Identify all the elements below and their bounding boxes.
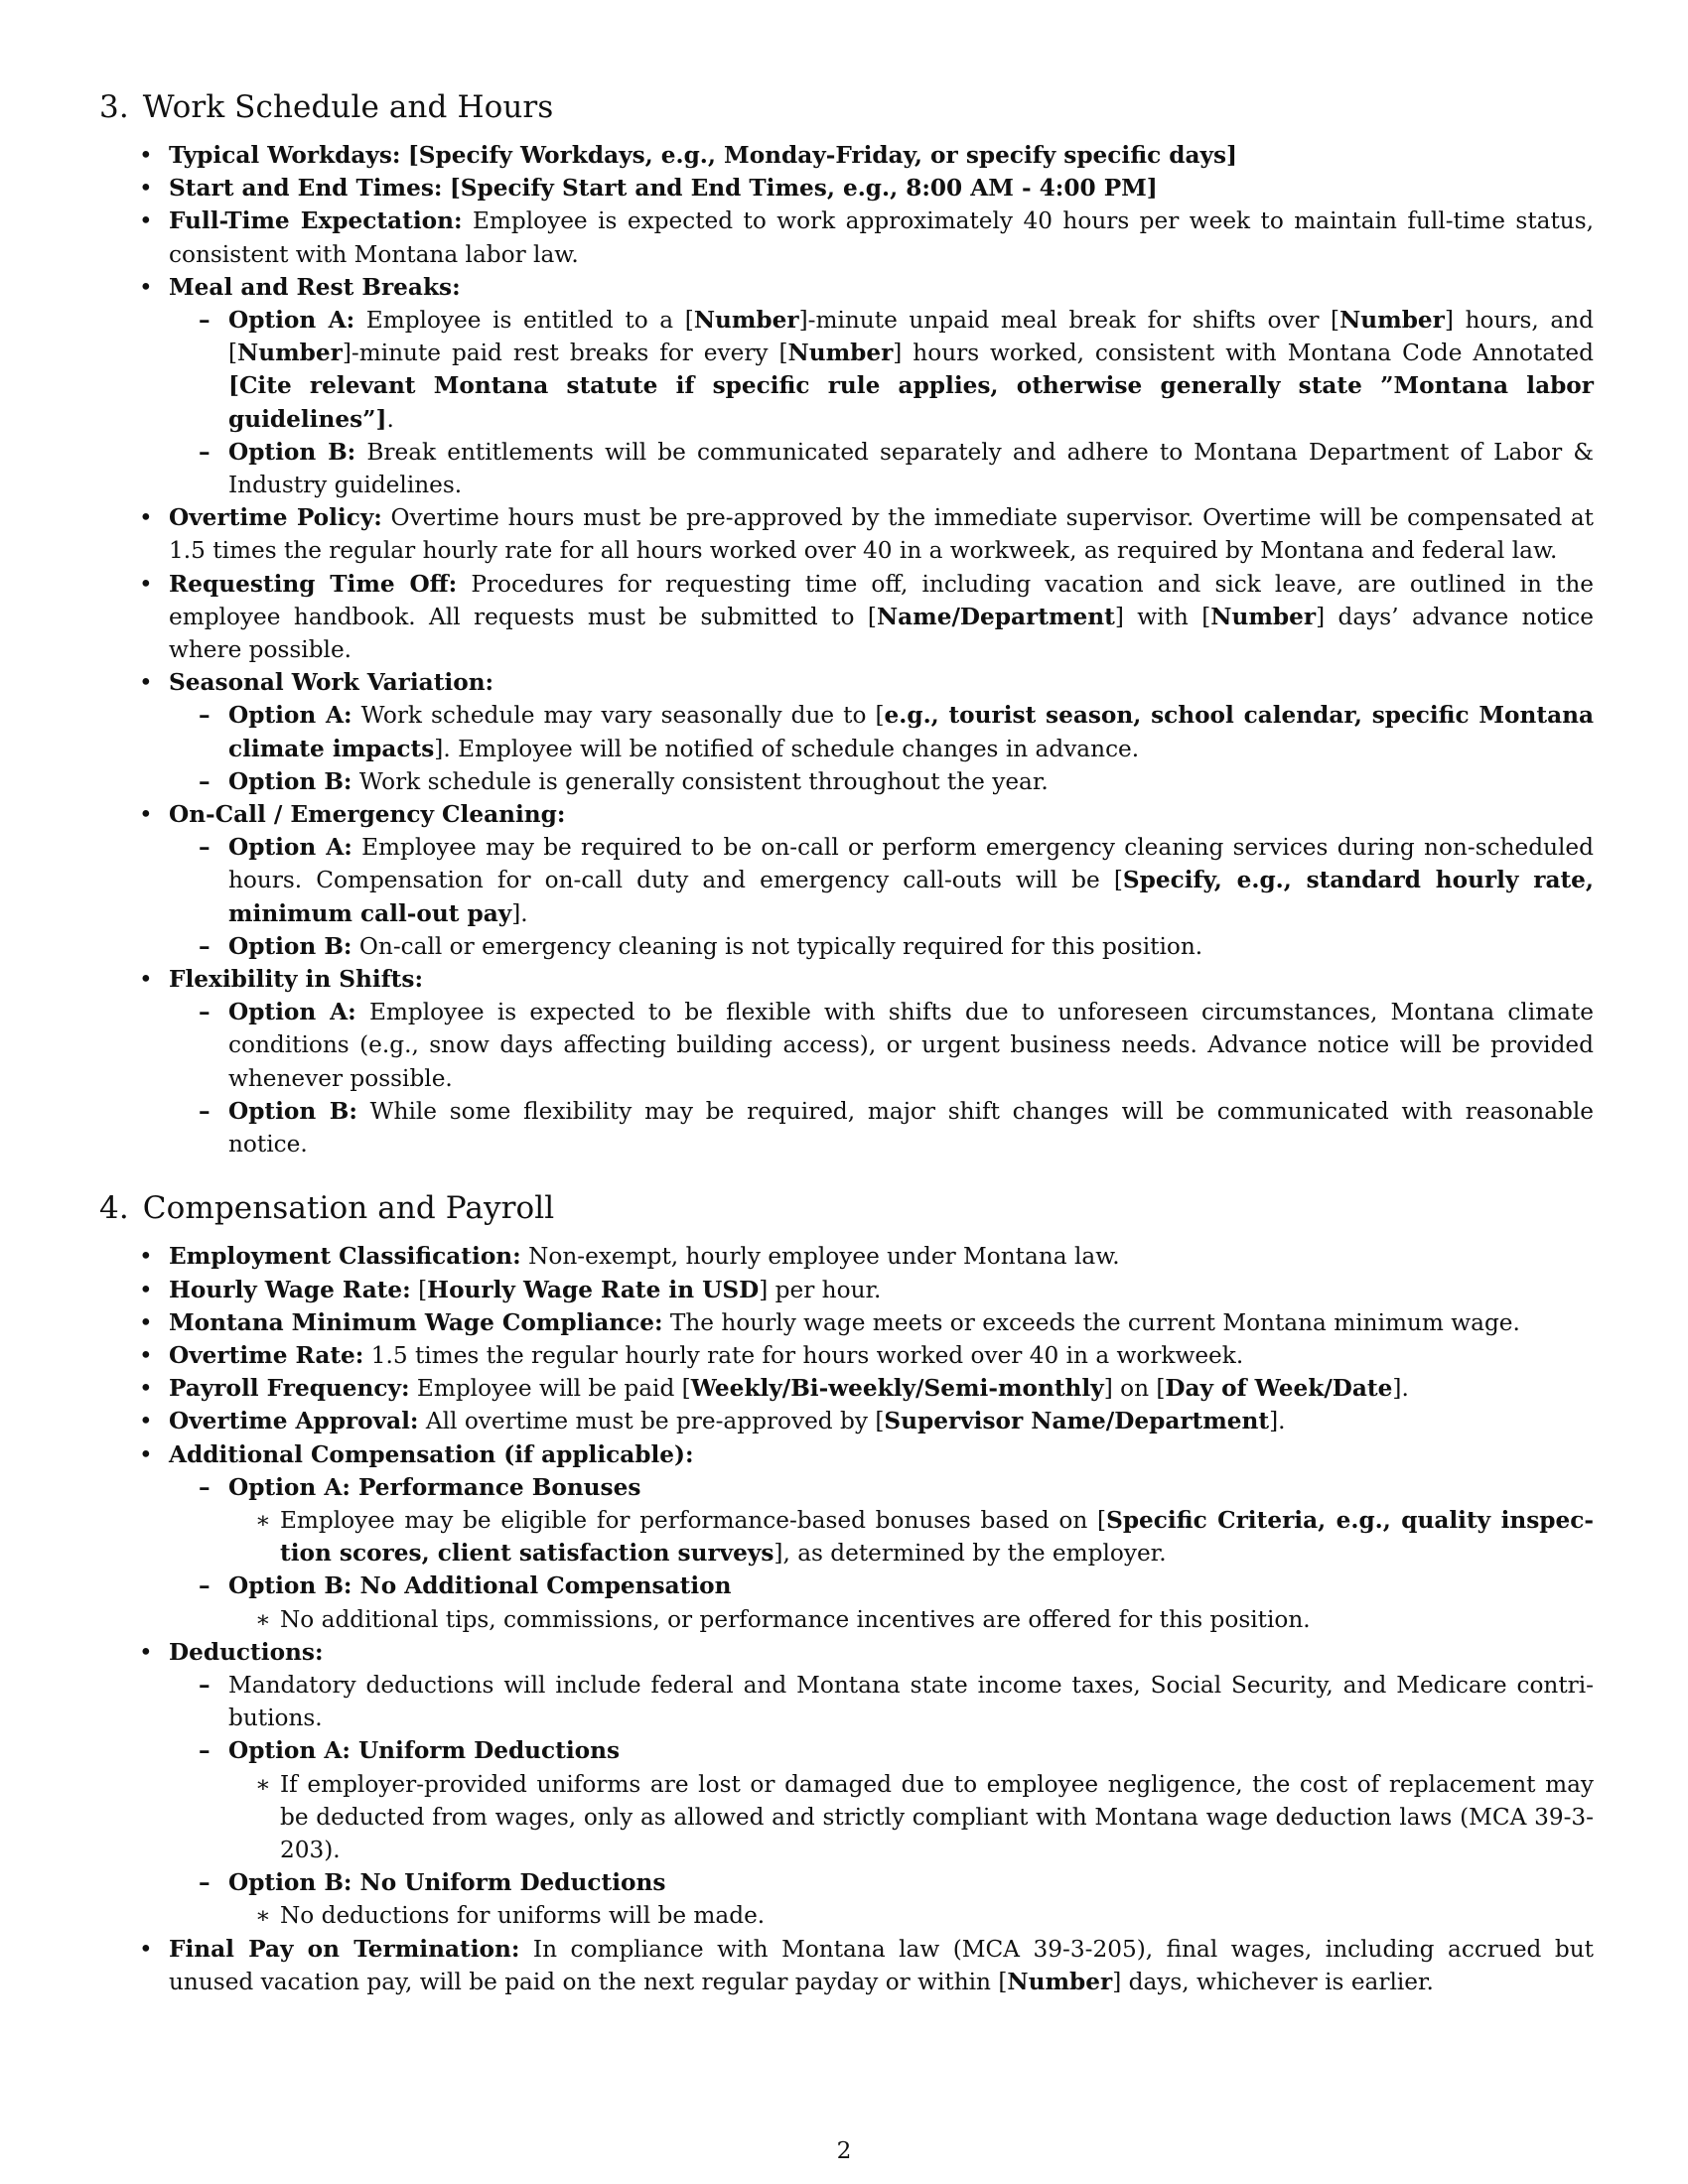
list-item: • Start and End Times: [Specify Start and End Times, e.g., 8:00 AM - 4:00 PM] (99, 172, 1594, 205)
list-item: • Flexibility in Shifts: – Option A: Employee is expected to be flexible with shifts due to unforeseen circumstances, Montana climate conditions (e.g., snow days affecting building access), or urgent business needs. Advance notice will be provided whenever possible. – Option B: While some flexibility may be required, major shift changes will be communicated with reasonable notice. (99, 963, 1594, 1160)
list-item: • Meal and Rest Breaks: – Option A: Employee is entitled to a [Number]-minute unpaid meal break for shifts over [Number] hours, and [Number]-minute paid rest breaks for every [Number] hours worked, consistent with Montana Code Annotated [Cite relevant Montana statute if specific rule applies, otherwise generally state ”Montana labor guidelines”]. – Option B: Break entitlements will be communicated separately and adhere to Montana Department of Labor & Industry guidelines. (99, 271, 1594, 501)
list-item: – Option B: Work schedule is generally consistent throughout the year. (169, 765, 1594, 798)
list-item: – Option B: No Uniform Deductions ∗ No deductions for uniforms will be made. (169, 1866, 1594, 1932)
list-item: • Overtime Policy: Overtime hours must be pre-approved by the immediate supervisor. Overtime will be compensated at 1.5 times the regular hourly rate for all hours worked over 40 in a workweek, as required by Montana and federal law. (99, 501, 1594, 567)
list-item: – Option A: Employee is entitled to a [Number]-minute unpaid meal break for shifts over [Number] hours, and [Number]-minute paid rest breaks for every [Number] hours worked, consistent with Montana Code Annotated [Cite relevant Montana statute if specific rule applies, otherwise generally state ”Montana labor guidelines”]. (169, 304, 1594, 436)
list-item: • Full-Time Expectation: Employee is expected to work approximately 40 hours per week to maintain full-time status, consistent with Montana labor law. (99, 205, 1594, 270)
section-4-list (99, 1240, 1594, 1998)
list-item: • Additional Compensation (if applicable): – Option A: Performance Bonuses ∗ Employee may be eligible for performance-based bonuses based on [Specific Criteria, e.g., quality inspection scores, client satisfaction surveys], as determined by the employer. – Option B: No Additional Compensation ∗ No additional tips, commissions, or performance incentives are offered for this position. (99, 1438, 1594, 1636)
section-4-heading: 4. Compensation and Payroll (99, 1190, 555, 1227)
list-item: – Option B: On-call or emergency cleaning is not typically required for this position. (169, 930, 1594, 963)
section-3-list (99, 139, 1594, 1160)
list-item: – Option A: Employee is expected to be flexible with shifts due to unforeseen circumstances, Montana climate conditions (e.g., snow days affecting building access), or urgent business needs. Advance notice will be provided whenever possible. (169, 996, 1594, 1095)
list-item: • Final Pay on Termination: In compliance with Montana law (MCA 39-3-205), final wages, including accrued but unused vacation pay, will be paid on the next regular payday or within [Number] days, whichever is earlier. (99, 1933, 1594, 1998)
list-item: – Option B: Break entitlements will be communicated separately and adhere to Montana Department of Labor & Industry guidelines. (169, 436, 1594, 501)
list-item: • Payroll Frequency: Employee will be paid [Weekly/Bi-weekly/Semi-monthly] on [Day of Week/Date]. (99, 1372, 1594, 1405)
list-item: • Typical Workdays: [Specify Workdays, e.g., Monday-Friday, or specify specific days] (99, 139, 1594, 172)
document-page (99, 89, 1594, 1998)
list-item: • Requesting Time Off: Procedures for requesting time off, including vacation and sick leave, are outlined in the employee handbook. All requests must be submitted to [Name/Department] with [Number] days’ advance notice where possible. (99, 568, 1594, 667)
list-item: – Option A: Employee may be required to be on-call or perform emergency cleaning services during non-scheduled hours. Compensation for on-call duty and emergency call-outs will be [Specify, e.g., standard hourly rate, minimum call-out pay]. (169, 831, 1594, 930)
list-item: – Option A: Performance Bonuses ∗ Employee may be eligible for performance-based bonuses based on [Specific Criteria, e.g., quality inspection scores, client satisfaction surveys], as determined by the employer. (169, 1471, 1594, 1570)
list-item: – Option B: While some flexibility may be required, major shift changes will be communicated with reasonable notice. (169, 1095, 1594, 1160)
list-item: ∗ If employer-provided uniforms are lost or damaged due to employee negligence, the cost of replacement may be deducted from wages, only as allowed and strictly compliant with Montana wage deduction laws (MCA 39-3-203). (228, 1768, 1594, 1867)
list-item: • Deductions: – Mandatory deductions will include federal and Montana state income taxes, Social Security, and Medicare contributions. – Option A: Uniform Deductions ∗ If employer-provided uniforms are lost or damaged due to employee negligence, the cost of replacement may be deducted from wages, only as allowed and strictly compliant with Montana wage deduction laws (MCA 39-3-203). – Option B: No Uniform Deductions ∗ No deductions for uniforms will be made. (99, 1636, 1594, 1933)
list-item: • Overtime Rate: 1.5 times the regular hourly rate for hours worked over 40 in a workweek. (99, 1339, 1594, 1372)
list-item: • Employment Classification: Non-exempt, hourly employee under Montana law. (99, 1240, 1594, 1273)
list-item: • Overtime Approval: All overtime must be pre-approved by [Supervisor Name/Department]. (99, 1405, 1594, 1437)
list-item: • Hourly Wage Rate: [Hourly Wage Rate in USD] per hour. (99, 1274, 1594, 1306)
list-item: ∗ No deductions for uniforms will be made. (228, 1899, 1594, 1932)
list-item: • On-Call / Emergency Cleaning: – Option A: Employee may be required to be on-call or perform emergency cleaning services during non-scheduled hours. Compensation for on-call duty and emergency call-outs will be [Specify, e.g., standard hourly rate, minimum call-out pay]. – Option B: On-call or emergency cleaning is not typically required for this position. (99, 798, 1594, 963)
section-3-heading: 3. Work Schedule and Hours (99, 89, 554, 125)
list-item: ∗ Employee may be eligible for performance-based bonuses based on [Specific Criteria, e.g., quality inspection scores, client satisfaction surveys], as determined by the employer. (228, 1504, 1594, 1570)
list-item: – Option A: Uniform Deductions ∗ If employer-provided uniforms are lost or damaged due to employee negligence, the cost of replacement may be deducted from wages, only as allowed and strictly compliant with Montana wage deduction laws (MCA 39-3-203). (169, 1734, 1594, 1866)
list-item: • Montana Minimum Wage Compliance: The hourly wage meets or exceeds the current Montana minimum wage. (99, 1306, 1594, 1339)
list-item: • Seasonal Work Variation: – Option A: Work schedule may vary seasonally due to [e.g., tourist season, school calendar, specific Montana climate impacts]. Employee will be notified of schedule changes in advance. – Option B: Work schedule is generally consistent throughout the year. (99, 666, 1594, 798)
page-number: 2 (836, 2137, 852, 2164)
list-item: – Option A: Work schedule may vary seasonally due to [e.g., tourist season, school calendar, specific Montana climate impacts]. Employee will be notified of schedule changes in advance. (169, 699, 1594, 764)
list-item: – Mandatory deductions will include federal and Montana state income taxes, Social Security, and Medicare contributions. (169, 1669, 1594, 1734)
list-item: ∗ No additional tips, commissions, or performance incentives are offered for this position. (228, 1603, 1594, 1636)
list-item: – Option B: No Additional Compensation ∗ No additional tips, commissions, or performance incentives are offered for this position. (169, 1570, 1594, 1635)
